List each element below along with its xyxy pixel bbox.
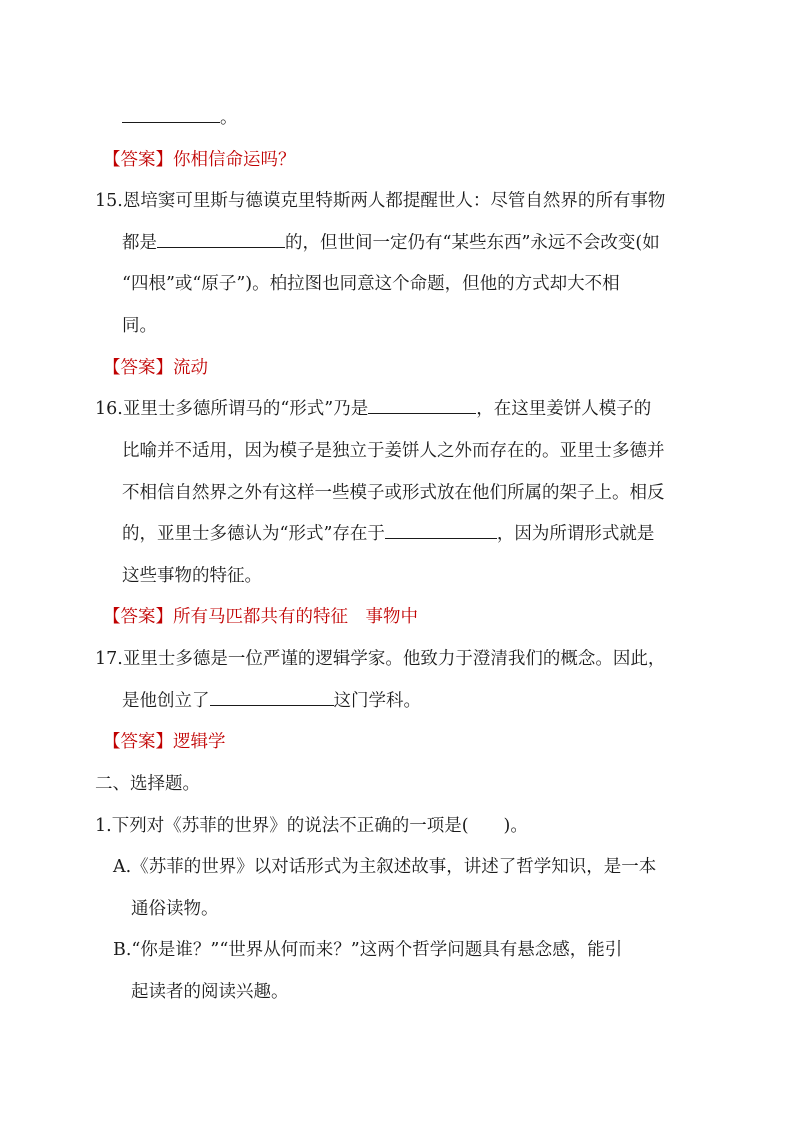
q15-line-3 bbox=[122, 272, 620, 296]
answer-tag: 【答案】 bbox=[103, 732, 173, 752]
mc1-option-a-line-2 bbox=[131, 897, 219, 921]
q17-number: 17. bbox=[95, 649, 123, 669]
q15-text-3: “四根”或“原子”)。柏拉图也同意这个命题，但他的方式却大不相 bbox=[122, 274, 620, 294]
q16-answer-line bbox=[103, 605, 418, 629]
answer-tag: 【答案】 bbox=[103, 358, 173, 378]
q15-text-2b: 的，但世间一定仍有“某些东西”永远不会改变(如 bbox=[285, 233, 660, 253]
q17-answer-line bbox=[103, 730, 226, 754]
q17-answer-text: 逻辑学 bbox=[173, 732, 226, 752]
q15-number: 15. bbox=[95, 191, 123, 211]
q17-line-2 bbox=[122, 689, 421, 713]
q16-line-3 bbox=[122, 481, 665, 505]
q16-line-1 bbox=[95, 397, 651, 421]
q17-text-2a: 是他创立了 bbox=[122, 691, 210, 711]
q15-line-1 bbox=[95, 189, 665, 213]
q16-line-4 bbox=[122, 522, 654, 546]
answer-tag: 【答案】 bbox=[103, 150, 173, 170]
answer-tag: 【答案】 bbox=[103, 607, 173, 627]
q17-text-2b: 这门学科。 bbox=[333, 691, 421, 711]
answer-blank bbox=[157, 231, 285, 248]
section-2-title: 二、选择题。 bbox=[95, 774, 200, 794]
q15-text-1: 恩培窦可里斯与德谟克里特斯两人都提醒世人：尽管自然界的所有事物 bbox=[122, 191, 666, 211]
q15-answer-text: 流动 bbox=[173, 358, 208, 378]
mc1-option-a-line-1 bbox=[113, 855, 656, 879]
top-fragment-end: 。 bbox=[220, 108, 238, 128]
q15-line-4 bbox=[122, 314, 157, 338]
mc1-option-b-line-2 bbox=[131, 980, 289, 1004]
answer-blank bbox=[122, 106, 220, 123]
answer-blank bbox=[368, 397, 476, 414]
q16-text-4b: ，因为所谓形式就是 bbox=[496, 524, 655, 544]
q16-answer-text: 所有马匹都共有的特征 事物中 bbox=[173, 607, 418, 627]
q14-answer-text: 你相信命运吗？ bbox=[173, 150, 296, 170]
q16-text-2: 比喻并不适用，因为模子是独立于姜饼人之外而存在的。亚里士多德并 bbox=[122, 441, 665, 461]
q16-line-5 bbox=[122, 564, 262, 588]
q15-text-4: 同。 bbox=[122, 316, 157, 336]
q15-line-2 bbox=[122, 231, 660, 255]
answer-blank bbox=[210, 689, 334, 706]
q16-number: 16. bbox=[95, 399, 123, 419]
q14-answer-line bbox=[103, 148, 296, 172]
q16-text-3: 不相信自然界之外有这样一些模子或形式放在他们所属的架子上。相反 bbox=[122, 483, 665, 503]
q16-text-1a: 亚里士多德所谓马的“形式”乃是 bbox=[122, 399, 369, 419]
mc1-option-a-text-1: A.《苏菲的世界》以对话形式为主叙述故事，讲述了哲学知识，是一本 bbox=[113, 857, 657, 877]
q15-answer-line bbox=[103, 356, 208, 380]
section-heading bbox=[95, 772, 200, 796]
q15-text-2a: 都是 bbox=[122, 233, 157, 253]
mc1-option-b-line-1 bbox=[113, 938, 622, 962]
q17-line-1 bbox=[95, 647, 665, 671]
mc1-stem-text: 1.下列对《苏菲的世界》的说法不正确的一项是( )。 bbox=[95, 816, 528, 836]
q16-text-1b: ，在这里姜饼人模子的 bbox=[476, 399, 652, 419]
top-fragment-line bbox=[122, 106, 238, 130]
mc1-option-b-text-2: 起读者的阅读兴趣。 bbox=[131, 982, 289, 1002]
q16-line-2 bbox=[122, 439, 665, 463]
q16-text-4a: 的，亚里士多德认为“形式”存在于 bbox=[122, 524, 385, 544]
mc1-stem bbox=[95, 814, 528, 838]
mc1-option-a-text-2: 通俗读物。 bbox=[131, 899, 219, 919]
q17-text-1: 亚里士多德是一位严谨的逻辑学家。他致力于澄清我们的概念。因此， bbox=[122, 649, 666, 669]
mc1-option-b-text-1: B.“你是谁？”“世界从何而来？”这两个哲学问题具有悬念感，能引 bbox=[113, 940, 623, 960]
answer-blank bbox=[385, 522, 497, 539]
q16-text-5: 这些事物的特征。 bbox=[122, 566, 262, 586]
